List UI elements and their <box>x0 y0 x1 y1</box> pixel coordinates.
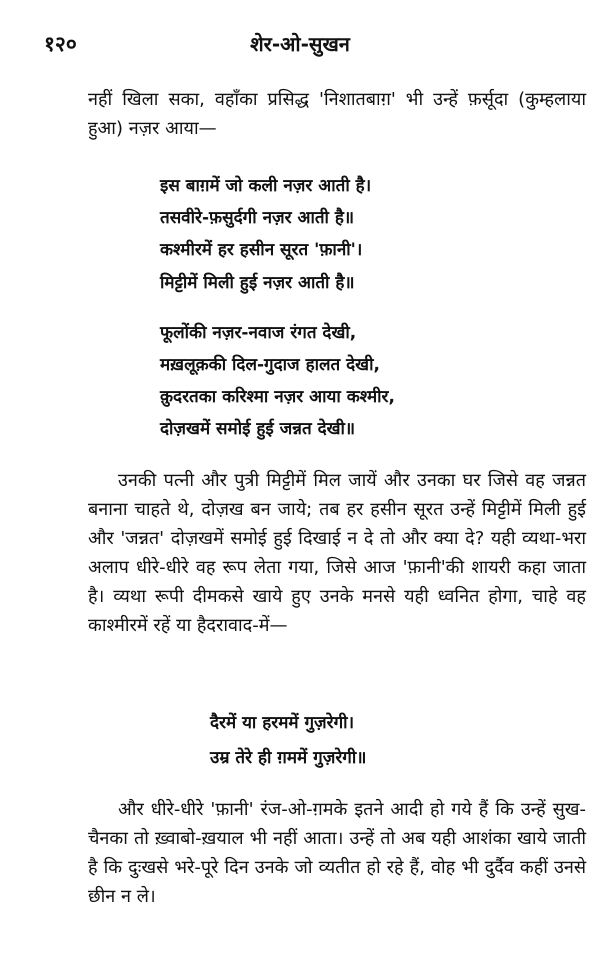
verse-line: उम्र तेरे ही ग़ममें गुज़रेगी॥ <box>210 748 367 768</box>
running-header <box>0 30 600 60</box>
running-title: शेर-ओ-सुखन <box>250 32 350 56</box>
paragraph-intro: नहीं खिला सका, वहाँका प्रसिद्ध 'निशातबाग़' भी उन्हें फ़र्सूदा (कुम्हलाया हुआ) नज़र आया— <box>88 89 586 139</box>
page-number: १२० <box>44 32 77 56</box>
verse-line: मिट्टीमें मिली हुई नज़र आती है॥ <box>160 273 355 293</box>
paragraph-closing: और धीरे-धीरे 'फ़ानी' रंज-ओ-ग़मके इतने आदी हो गये हैं कि उन्हें सुख-चैनका तो ख़्वाबो-ख़याल भी नहीं आता। उन्हें तो अब यही आशंका खाये जाती है कि दुःखसे भरे-पूरे दिन उनके जो व्यतीत हो रहे हैं, वोह भी दुर्दैव कहीं उनसे छीन न ले। <box>88 799 586 907</box>
verse-line: इस बाग़में जो कली नज़र आती है। <box>160 176 372 196</box>
paragraph-body: उनकी पत्नी और पुत्री मिट्टीमें मिल जायें और उनका घर जिसे वह जन्नत बनाना चाहते थे, दोज़ख बन जाये; तब हर हसीन सूरत उन्हें मिट्टीमें मिली हुई और 'जन्नत' दोज़खमें समोई हुई दिखाई न दे तो और क्या दे? यही व्यथा-भरा अलाप धीरे-धीरे वह रूप लेता गया, जिसे आज 'फ़ानी'की शायरी कहा जाता है। व्यथा रूपी दीमकसे खाये हुए उनके मनसे यही ध्वनित होगा, चाहे वह काश्मीरमें रहें या हैदरावाद-में— <box>88 470 586 636</box>
verse-line: तसवीरे-फ़सुर्दगी नज़र आती है॥ <box>160 208 355 228</box>
verse-line: फूलोंकी नज़र-नवाज रंगत देखी, <box>160 323 357 343</box>
verse-line: कश्मीरमें हर हसीन सूरत 'फ़ानी'। <box>160 240 363 260</box>
verse-line: क़ुदरतका करिश्मा नज़र आया कश्मीर, <box>160 387 395 407</box>
verse-line: दैरमें या हरममें गुज़रेगी। <box>210 713 355 733</box>
verse-line: मख़लूक़की दिल-गुदाज हालत देखी, <box>160 355 380 375</box>
verse-line: दोज़खमें समोई हुई जन्नत देखी॥ <box>160 419 356 439</box>
